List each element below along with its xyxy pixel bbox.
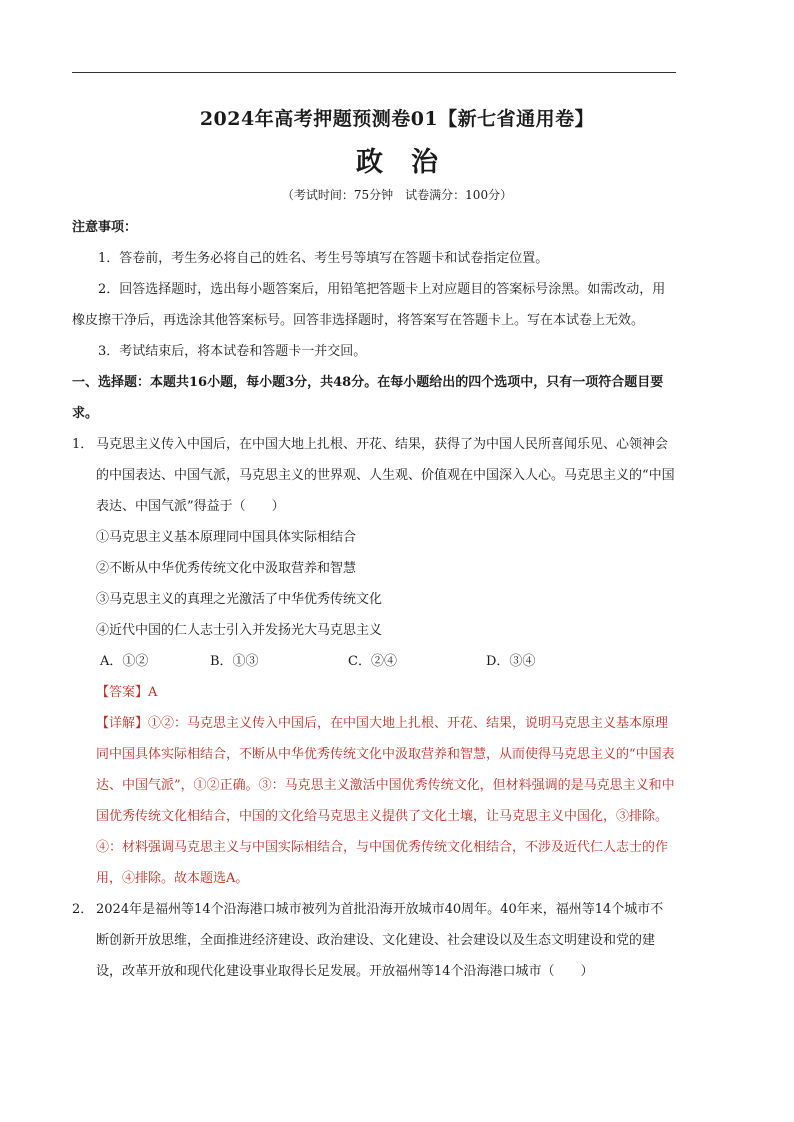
note-item: 2．回答选择题时，选出每小题答案后，用铅笔把答题卡上对应题目的答案标号涂黑。如需改动，用橡皮擦干净后，再选涂其他答案标号。回答非选择题时，将答案写在答题卡上。写在本试卷上无效。 [72, 282, 666, 328]
statement-item: ①马克思主义基本原理同中国具体实际相结合 [96, 530, 357, 545]
question-number: 1． [72, 437, 94, 452]
option-c: C．②④ [348, 654, 397, 669]
option-b: B．①③ [210, 654, 259, 669]
question-stem: 马克思主义传入中国后，在中国大地上扎根、开花、结果，获得了为中国人民所喜闻乐见、心领神会的中国表达、中国气派，马克思主义的世界观、人生观、价值观在中国深入人心。马克思主义的“中国表达、中国气派”得益于（ ） [96, 437, 675, 514]
exam-content [72, 212, 676, 987]
statement-item: ④近代中国的仁人志士引入并发扬光大马克思主义 [96, 623, 383, 638]
option-d: D．③④ [486, 654, 536, 669]
statement-list [72, 522, 676, 646]
exam-info: （考试时间：75分钟 试卷满分：100分） [281, 188, 513, 202]
question-number: 2． [72, 902, 94, 917]
question-1 [72, 429, 676, 522]
answer-block [72, 677, 676, 894]
note-item: 3．考试结束后，将本试卷和答题卡一并交回。 [98, 344, 367, 359]
statement-item: ②不断从中华优秀传统文化中汲取营养和智慧 [96, 561, 357, 576]
exam-title: 2024年高考押题预测卷01【新七省通用卷】 [199, 108, 595, 130]
notes-heading: 注意事项： [72, 220, 138, 235]
option-a: A．①② [100, 654, 149, 669]
section-heading: 一、选择题：本题共16小题，每小题3分，共48分。在每小题给出的四个选项中，只有一项符合题目要求。 [72, 375, 664, 421]
subject-title: 政治 [356, 147, 466, 178]
header-rule [72, 72, 676, 73]
statement-item: ③马克思主义的真理之光激活了中华优秀传统文化 [96, 592, 383, 607]
question-stem: 2024年是福州等14个沿海港口城市被列为首批沿海开放城市40周年。40年来，福州等14个城市不断创新开放思维，全面推进经济建设、政治建设、文化建设、社会建设以及生态文明建设和党的建设，改革开放和现代化建设事业取得长足发展。开放福州等14个沿海港口城市（ ） [96, 902, 664, 979]
question-2 [72, 894, 676, 987]
explanation-text: 【详解】①②：马克思主义传入中国后，在中国大地上扎根、开花、结果，说明马克思主义基本原理同中国具体实际相结合，不断从中华优秀传统文化中汲取营养和智慧，从而使得马克思主义的“中国表达、中国气派”，①②正确。③：马克思主义激活中国优秀传统文化，但材料强调的是马克思主义和中国优秀传统文化相结合，中国的文化给马克思主义提供了文化土壤，让马克思主义中国化，③排除。④：材料强调马克思主义与中国实际相结合，与中国优秀传统文化相结合，不涉及近代仁人志士的作用，④排除。故本题选A。 [96, 716, 675, 886]
options-row [72, 646, 676, 677]
answer-label: 【答案】A [96, 685, 158, 700]
note-item: 1．答卷前，考生务必将自己的姓名、考生号等填写在答题卡和试卷指定位置。 [98, 251, 549, 266]
